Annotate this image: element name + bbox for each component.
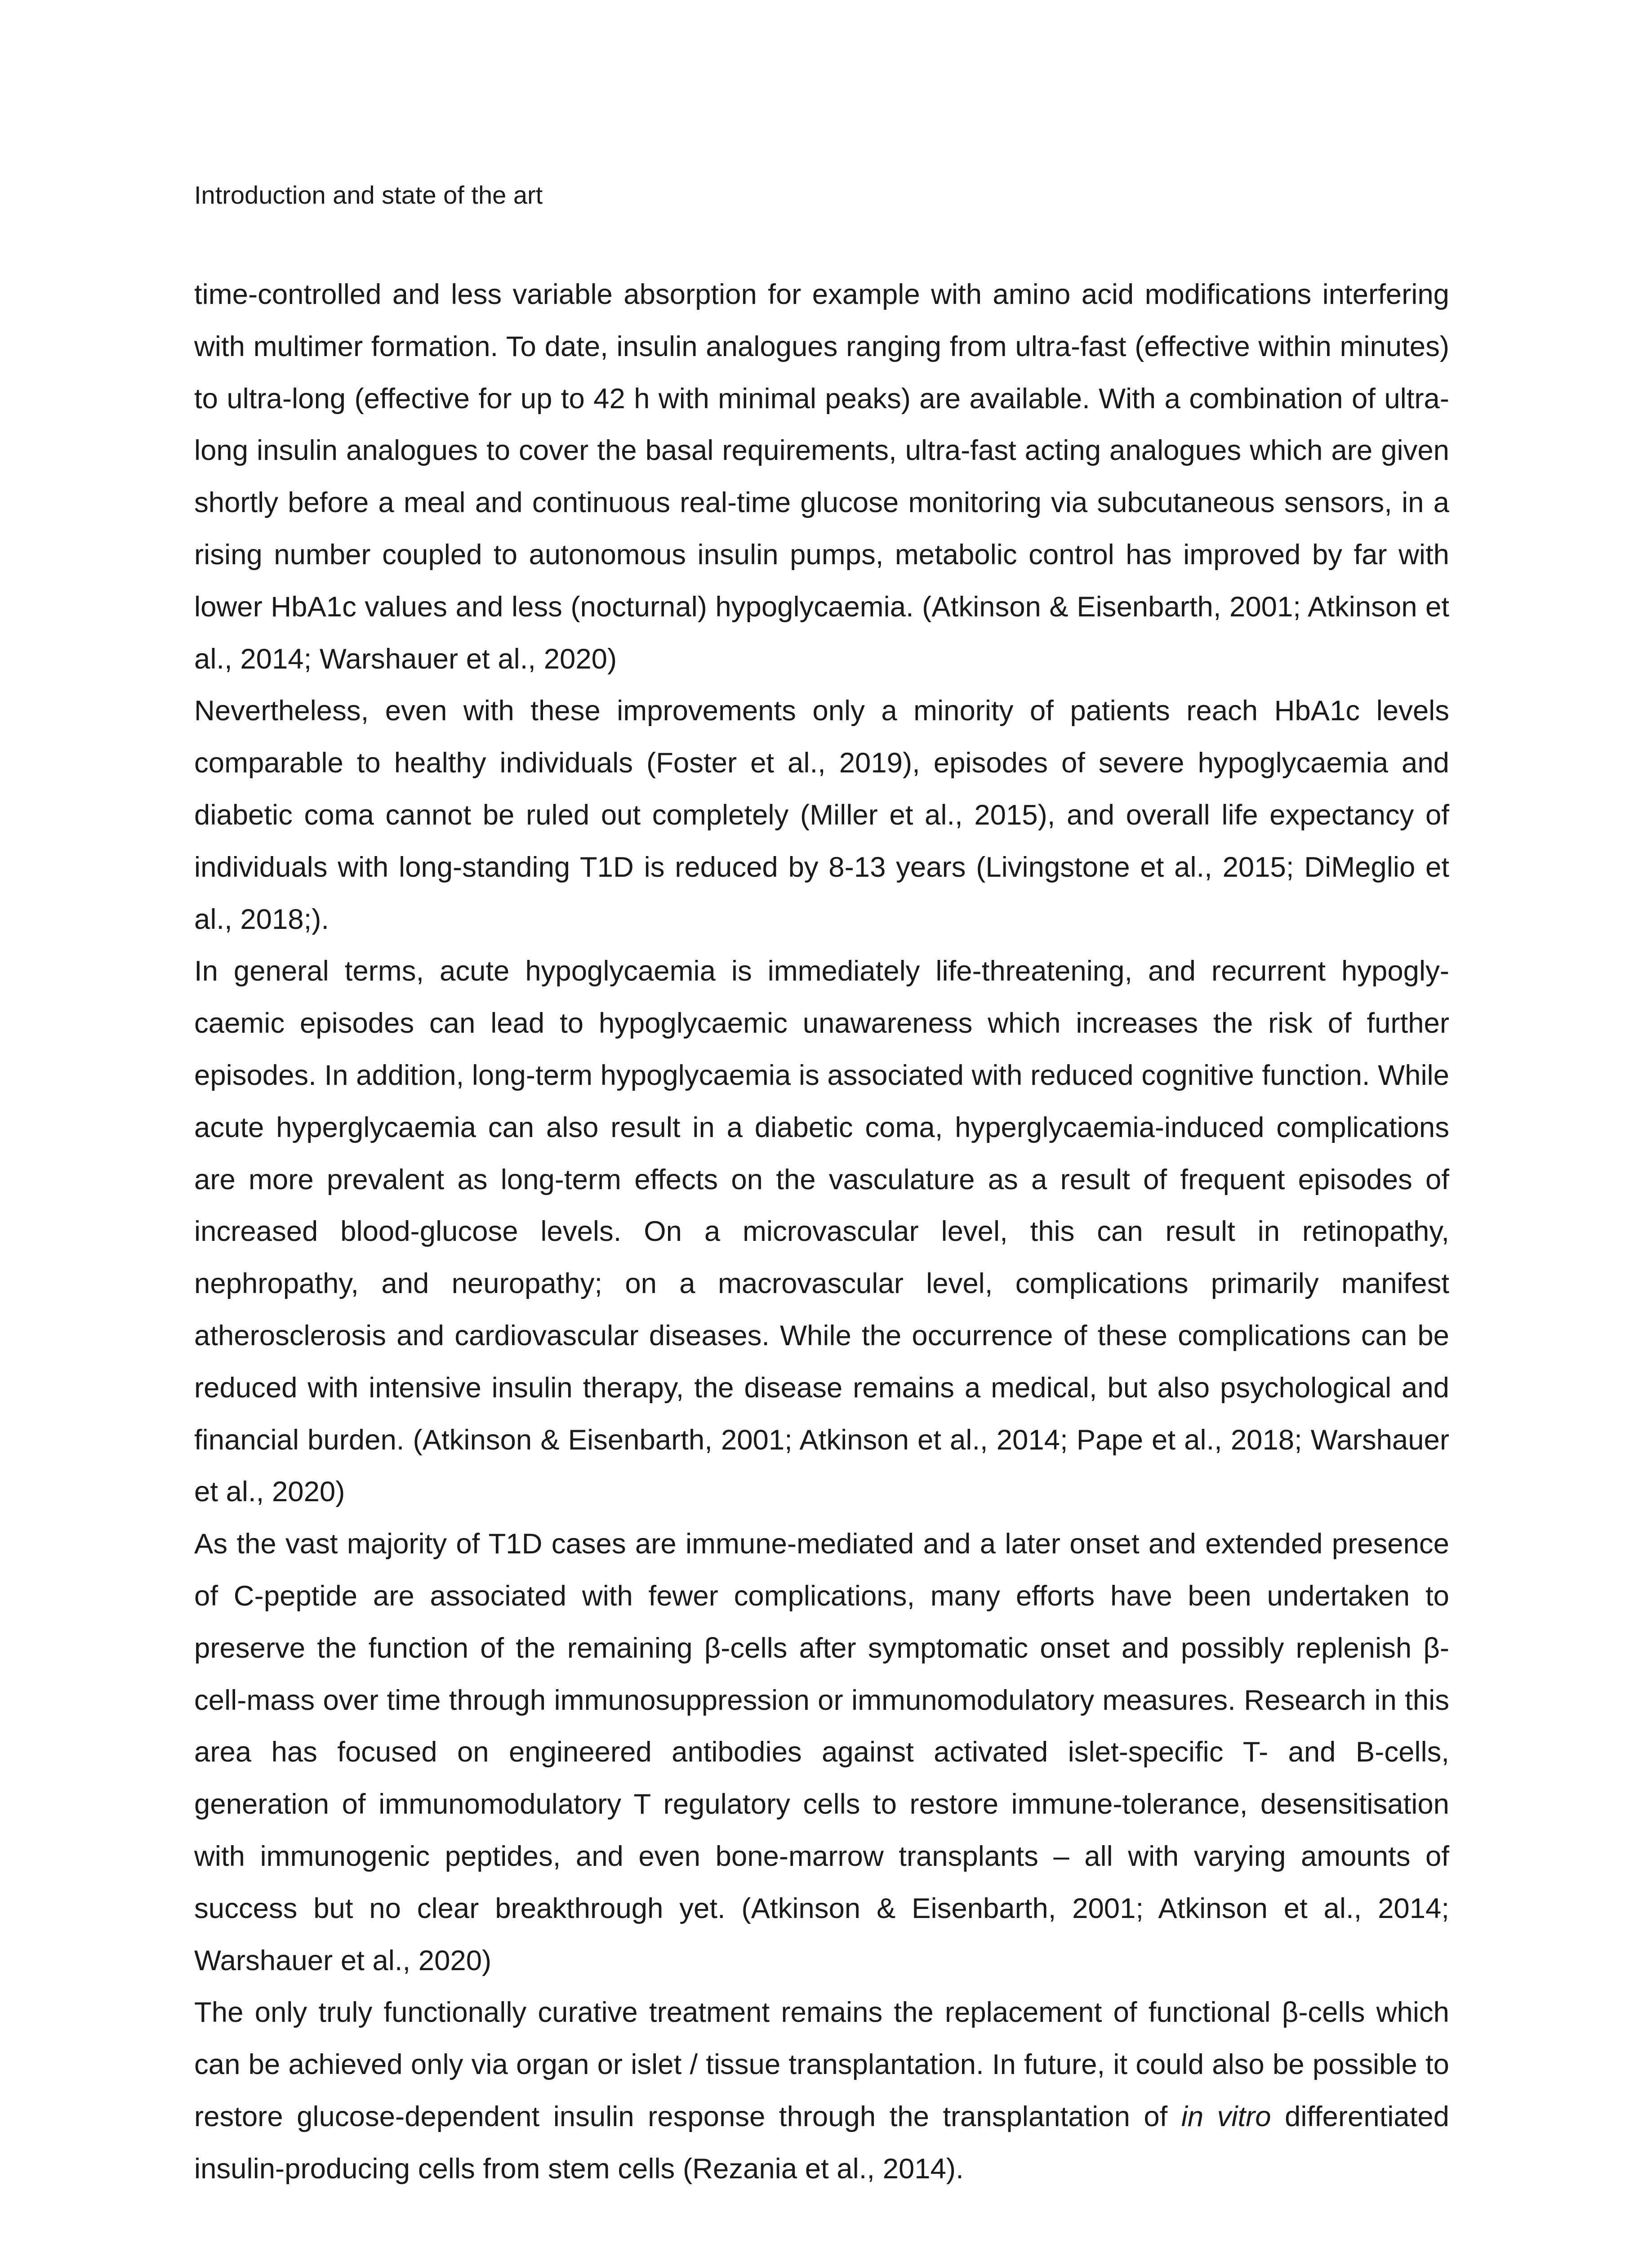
running-header: Introduction and state of the art [194,181,543,209]
paragraph-text: Nevertheless, even with these improvements only a minority of patients reach HbA1c levels comparable to healthy individuals (Foster et al., 2019), episodes of severe hypoglycaemia and diabetic coma cannot be ruled out completely (Miller et al., 2015), and overall life expectancy of individuals with long-standing T1D is reduced by 8-13 years (Livingstone et al., 2015; DiMeglio et al., 2018;). [194,695,1449,935]
paragraph-text: As the vast majority of T1D cases are immune-mediated and a later onset and extended presence of C-peptide are associated with fewer complications, many efforts have been undertaken to preserve the function of the remaining β-cells after symptomatic onset and possibly replenish β-cell-mass over time through immunosuppression or immunomodulatory measures. Research in this area has focused on engineered antibodies against activated islet-specific T- and B-cells, generation of immunomodulatory T regulatory cells to restore immune-tolerance, desensitisation with immunogenic peptides, and even bone-marrow transplants – all with varying amounts of success but no clear breakthrough yet. (Atkinson & Eisenbarth, 2001; Atkinson et al., 2014; Warshauer et al., 2020) [194,1528,1449,1976]
paragraph-text: The only truly functionally curative treatment remains the replacement of functional β-cells which can be achieved only via organ or islet / tissue transplantation. In future, it could also be possible to restore glucose-dependent insulin response through the transplantation of [194,1997,1449,2132]
paragraph-insulin-analogues [194,269,1449,685]
paragraph-text: time-controlled and less variable absorption for example with amino acid modifications interfering with multimer formation. To date, insulin analogues ranging from ultra-fast (effective within minutes) to ultra-long (effective for up to 42 h with minimal peaks) are available. With a combination of ultra-long insulin analogues to cover the basal requirements, ultra-fast acting analogues which are given shortly before a meal and continuous real-time glucose monitoring via subcutaneous sensors, in a rising number coupled to autonomous insulin pumps, metabolic control has improved by far with lower HbA1c values and less (nocturnal) hypoglycaemia. (Atkinson & Eisenbarth, 2001; Atkinson et al., 2014; Warshauer et al., 2020) [194,279,1449,675]
paragraph-hypo-hyperglycaemia [194,946,1449,1518]
paragraph-text: In general terms, acute hypoglycaemia is immediately life-threatening, and recurrent hypoglycaemic episodes can lead to hypoglycaemic unawareness which increases the risk of further episodes. In addition, long-term hypoglycaemia is associated with reduced cognitive function. While acute hyperglycaemia can also result in a diabetic coma, hyperglycaemia-induced complications are more prevalent as long-term effects on the vasculature as a result of frequent episodes of increased blood-glucose levels. On a microvascular level, this can result in retinopathy, nephropathy, and neuropathy; on a macrovascular level, complications primarily manifest atherosclerosis and cardiovascular diseases. While the occurrence of these complications can be reduced with intensive insulin therapy, the disease remains a medical, but also psychological and financial burden. (Atkinson & Eisenbarth, 2001; Atkinson et al., 2014; Pape et al., 2018; Warshauer et al., 2020) [194,955,1449,1508]
emphasis-in-vitro: in vitro [1181,2101,1271,2132]
page-number [1421,2241,1449,2248]
paragraph-improvements-limits [194,685,1449,946]
body-text [194,269,1449,2195]
paragraph-text-continued: differentiated insulin-producing cells from stem cells (Rezania et al., 2014). [194,2101,1449,2185]
paragraph-curative-treatment [194,1987,1449,2195]
paragraph-immunomodulation [194,1518,1449,1987]
